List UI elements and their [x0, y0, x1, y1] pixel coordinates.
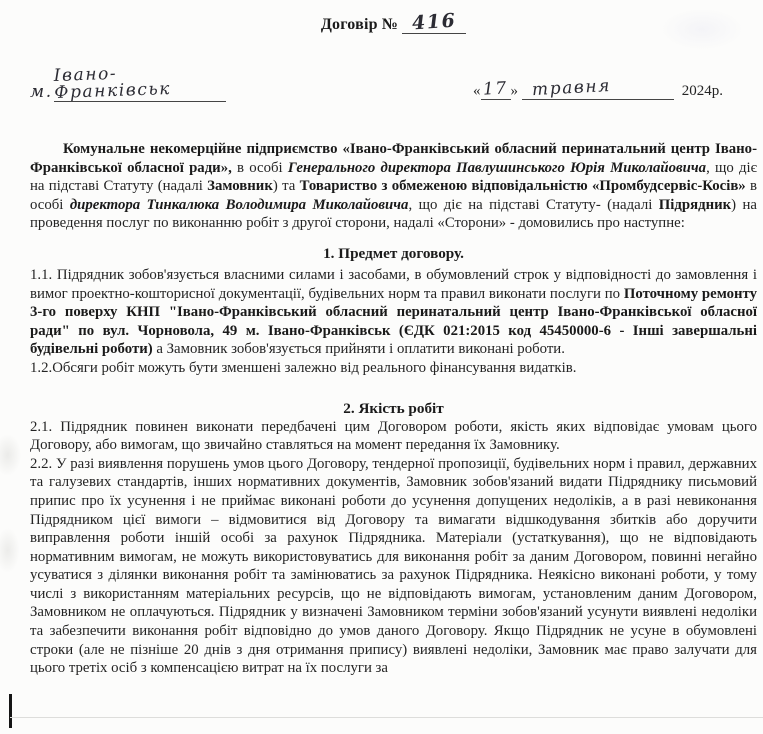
- text-segment-regular: 2.2. У разі виявлення порушень умов цього Договору, тендерної пропозиції, будівельних норм і правил, державних та галузевих стандартів, інших нормативних документів, Замовник зобов'язаний видати Підряднику письмовий припис про їх усунення і не приймає виконані роботи до усунення допущених недоліків, а в разі невиконання Підрядником цієї вимоги – відмовитися від Договору та вимагати відшкодування збитків або доручити виправлення роботи іншій особі за рахунок Підрядника. Матеріали (устаткування), що не відповідають нормативним вимогам, не можуть використовуватись для виконання робіт за даним Договором, повинні негайно усуватися з ділянки виконання робіт та замінюватись за рахунок Підрядника. Неякісно виконані роботи, у тому числі з використанням матеріальних ресурсів, що не відповідають вимогам, установленим даним Договором, Замовником не оплачуються. Підрядник у визначені Замовником терміни зобов'язаний усунути виявлені недоліки та забезпечити виконання робіт відповідно до умов даного Договору. Якщо Підрядник не усуне в обумовлені строки (але не пізніше 20 днів з дня отримання припису) виявлені недоліки, Замовник має право залучати для цього третіх осіб з компенсацією витрат на їх послуги за: [30, 455, 757, 677]
- handwritten-city-prefix: м.: [30, 82, 53, 102]
- document-title: [30, 9, 757, 35]
- text-segment-regular: 1.2.Обсяги робіт можуть бути зменшені залежно від реального фінансування видатків.: [30, 359, 577, 376]
- place-date-row: [30, 63, 757, 103]
- text-segment-bold: Поточному ремонту 3-го поверху КНП "Івано-Франківський обласний перинатальний центр Івано-Франківської обласної ради" по вул. Чорновола, 49 м. Івано-Франківськ (ЄДК 021:2015 код 45450000-6 - Інші завершальні будівельні роботи): [30, 285, 758, 358]
- text-segment-regular: , що діє на підставі Статуту (надалі: [30, 159, 757, 195]
- scan-artifact-horizontal-line: [10, 717, 763, 718]
- text-segment-bold: Комунальне некомерційне підприємство «Івано-Франківський обласний перинатальний центр Івано-Франківської обласної ради»,: [30, 141, 757, 176]
- section-1-heading: 1. Предмет договору.: [323, 244, 464, 262]
- date-line: [473, 75, 723, 101]
- date-quote-close: »: [510, 83, 518, 99]
- text-segment-regular: в особі: [30, 178, 758, 213]
- year-label: 2024р.: [681, 83, 723, 99]
- text-segment-regular: в особі: [231, 159, 288, 176]
- document-title-prefix: Договір №: [320, 16, 399, 33]
- clause-1-2: [30, 359, 757, 378]
- text-segment-regular: а Замовник зобов'язується прийняти і оплатити виконані роботи.: [156, 341, 565, 358]
- handwritten-month: травня: [531, 75, 612, 101]
- handwritten-city: Івано-Франківськ: [53, 63, 172, 103]
- text-segment-regular: 1.1. Підрядник зобов'язується власними силами і засобами, в обумовлений строк у відповідності до замовлення і вимог проектно-кошторисної документації, будівельних норм та правил виконати послуги по: [30, 266, 757, 302]
- text-segment-bolditalic: Генерального директора Павлушинського Юрія Миколайовича: [287, 159, 707, 176]
- clause-2-1: [30, 418, 757, 455]
- text-segment-bold: Товариство з обмеженою відповідальністю «Промбудсервіс-Косів»: [299, 178, 746, 195]
- text-segment-regular: 2.1. Підрядник повинен виконати передбачені цим Договором роботи, якість яких відповідає умовам цього Договору, або вимогам, що звичайно ставляться на момент передання їх Замовнику.: [30, 418, 757, 454]
- section-2-heading: 2. Якість робіт: [343, 399, 444, 417]
- text-segment-regular: , що діє на підставі Статуту- (надалі: [408, 196, 659, 213]
- scan-artifact-vertical-line: [9, 694, 12, 728]
- intro-paragraph: [30, 140, 757, 233]
- text-segment-bolditalic: директора Тинкалюка Володимира Миколайовича: [69, 196, 409, 213]
- text-segment-regular: ) на проведення послуг по виконанню робіт з другої сторони, надалі «Сторони» - домовились про наступне:: [30, 196, 757, 232]
- contract-number-blank: [402, 9, 466, 35]
- day-blank: [481, 78, 511, 100]
- date-quote-open: «: [473, 83, 481, 99]
- text-segment-bold: Замовник: [207, 178, 273, 195]
- handwritten-contract-number: 416: [411, 9, 458, 35]
- handwritten-day: 17: [482, 78, 509, 100]
- place-line: [30, 63, 226, 103]
- clause-1-1: [30, 266, 757, 359]
- text-segment-bold: Підрядник: [658, 196, 732, 213]
- clause-2-2: [30, 455, 757, 678]
- text-segment-regular: ) та: [272, 178, 300, 195]
- city-blank: [53, 63, 226, 103]
- month-blank: [522, 75, 674, 101]
